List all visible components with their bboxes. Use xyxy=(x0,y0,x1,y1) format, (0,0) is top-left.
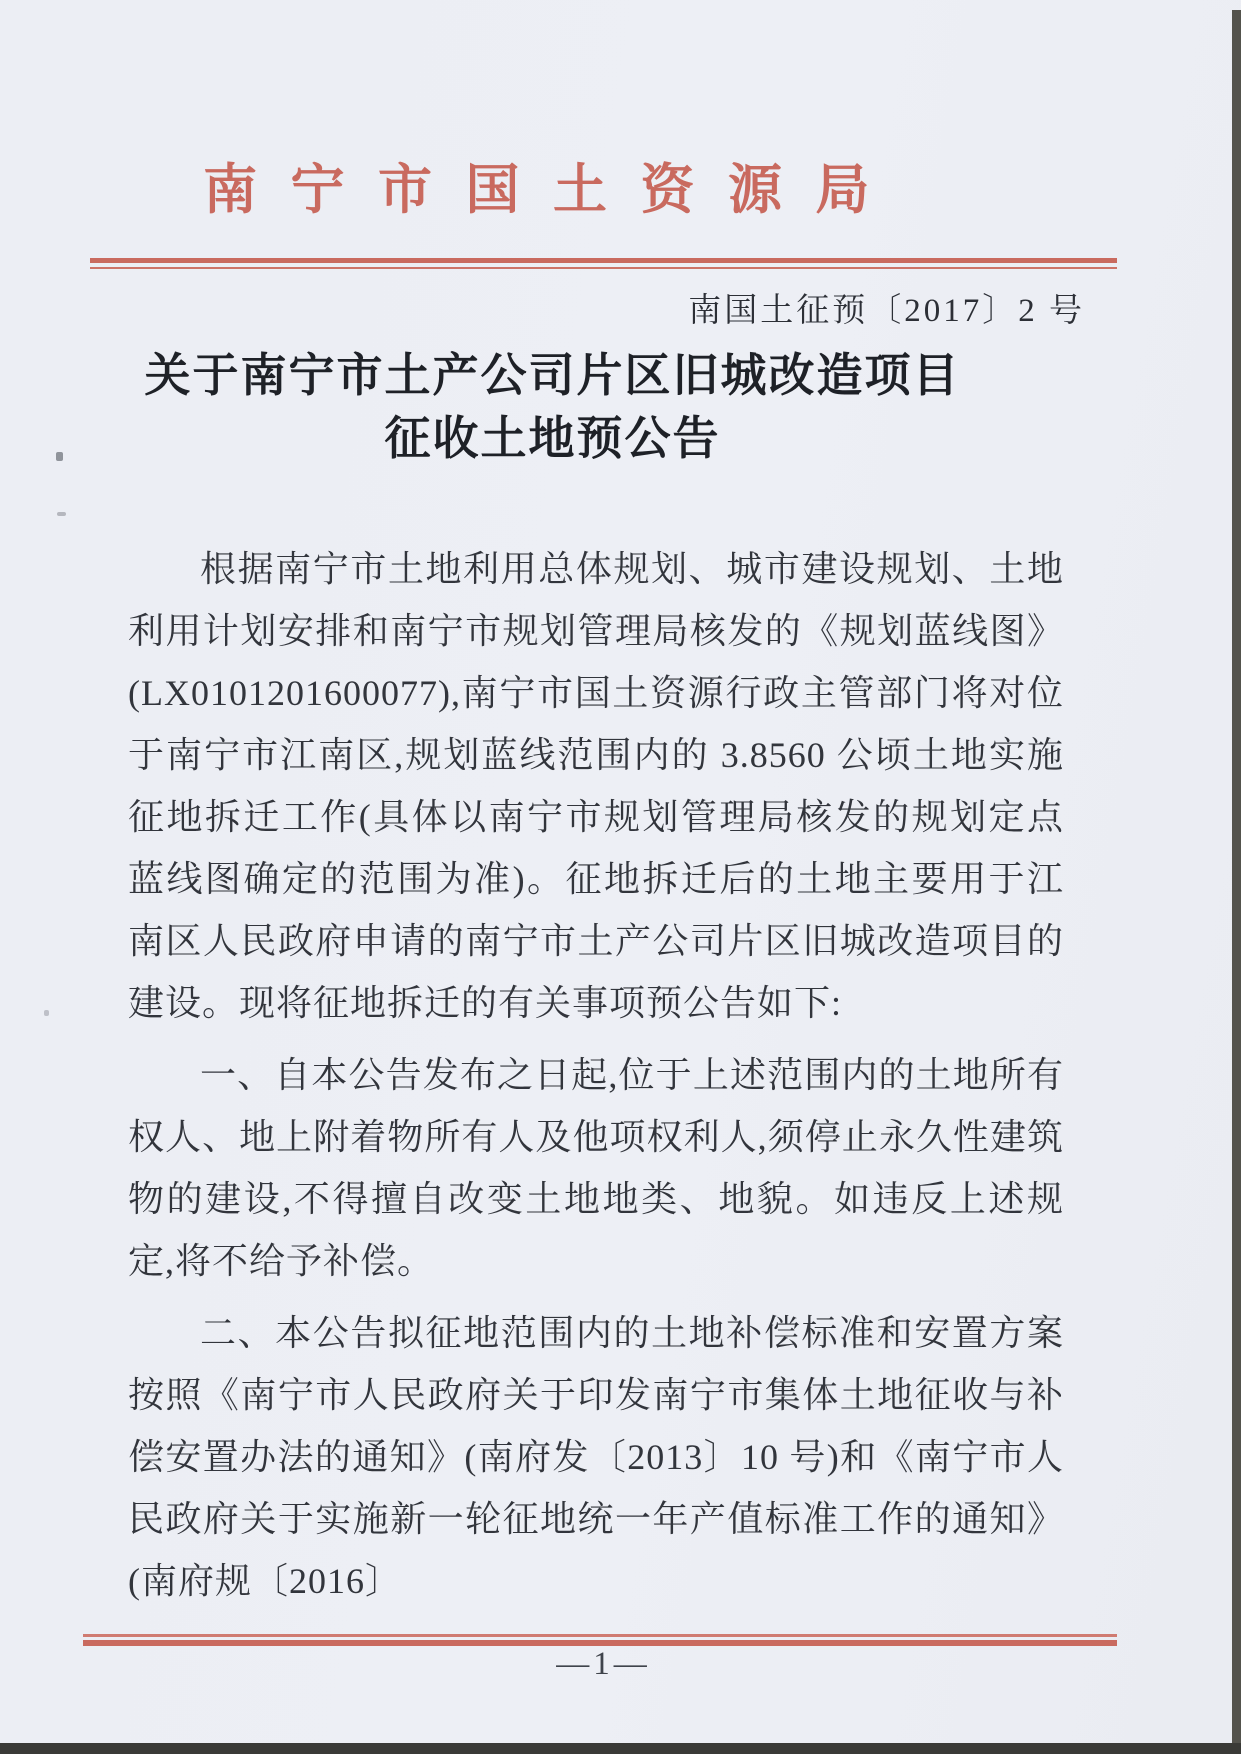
agency-letterhead: 南宁市国土资源局 xyxy=(203,160,903,220)
document-title-line2: 征收土地预公告 xyxy=(384,413,721,464)
body-paragraph-3: 二、本公告拟征地范围内的土地补偿标准和安置方案按照《南宁市人民政府关于印发南宁市集体土地征收与补偿安置办法的通知》(南府发〔2013〕10 号)和《南宁市人民政府关于实施新一轮征地统一年产值标准工作的通知》(南府规〔2016〕 xyxy=(128,1313,1064,1601)
body-paragraph-1: 根据南宁市土地利用总体规划、城市建设规划、土地利用计划安排和南宁市规划管理局核发的《规划蓝线图》(LX0101201600077),南宁市国土资源行政主管部门将对位于南宁市江南区,规划蓝线范围内的 3.8560 公顷土地实施征地拆迁工作(具体以南宁市规划管理局核发的规划定点蓝线图确定的范围为准)。征地拆迁后的土地主要用于江南区人民政府申请的南宁市土产公司片区旧城改造项目的建设。现将征地拆迁的有关事项预公告如下: xyxy=(128,549,1064,1023)
footer-double-rule xyxy=(83,1634,1117,1646)
document-title-line1: 关于南宁市土产公司片区旧城改造项目 xyxy=(144,350,961,401)
document-number: 南国土征预〔2017〕2 号 xyxy=(688,293,1085,329)
body-paragraph-2: 一、自本公告发布之日起,位于上述范围内的土地所有权人、地上附着物所有人及他项权利人,须停止永久性建筑物的建设,不得擅自改变土地地类、地貌。如违反上述规定,将不给予补偿。 xyxy=(128,1055,1064,1281)
rule-thin-line xyxy=(90,267,1117,269)
page-number: —1— xyxy=(556,1646,651,1682)
letterhead-double-rule xyxy=(90,258,1117,269)
scan-edge-right xyxy=(1232,10,1241,1754)
scan-speck xyxy=(56,452,63,461)
scan-speck xyxy=(44,1010,49,1016)
scan-speck xyxy=(57,512,66,516)
document-body xyxy=(128,538,1064,1622)
scan-edge-bottom xyxy=(0,1743,1241,1754)
document-title xyxy=(0,344,1105,470)
